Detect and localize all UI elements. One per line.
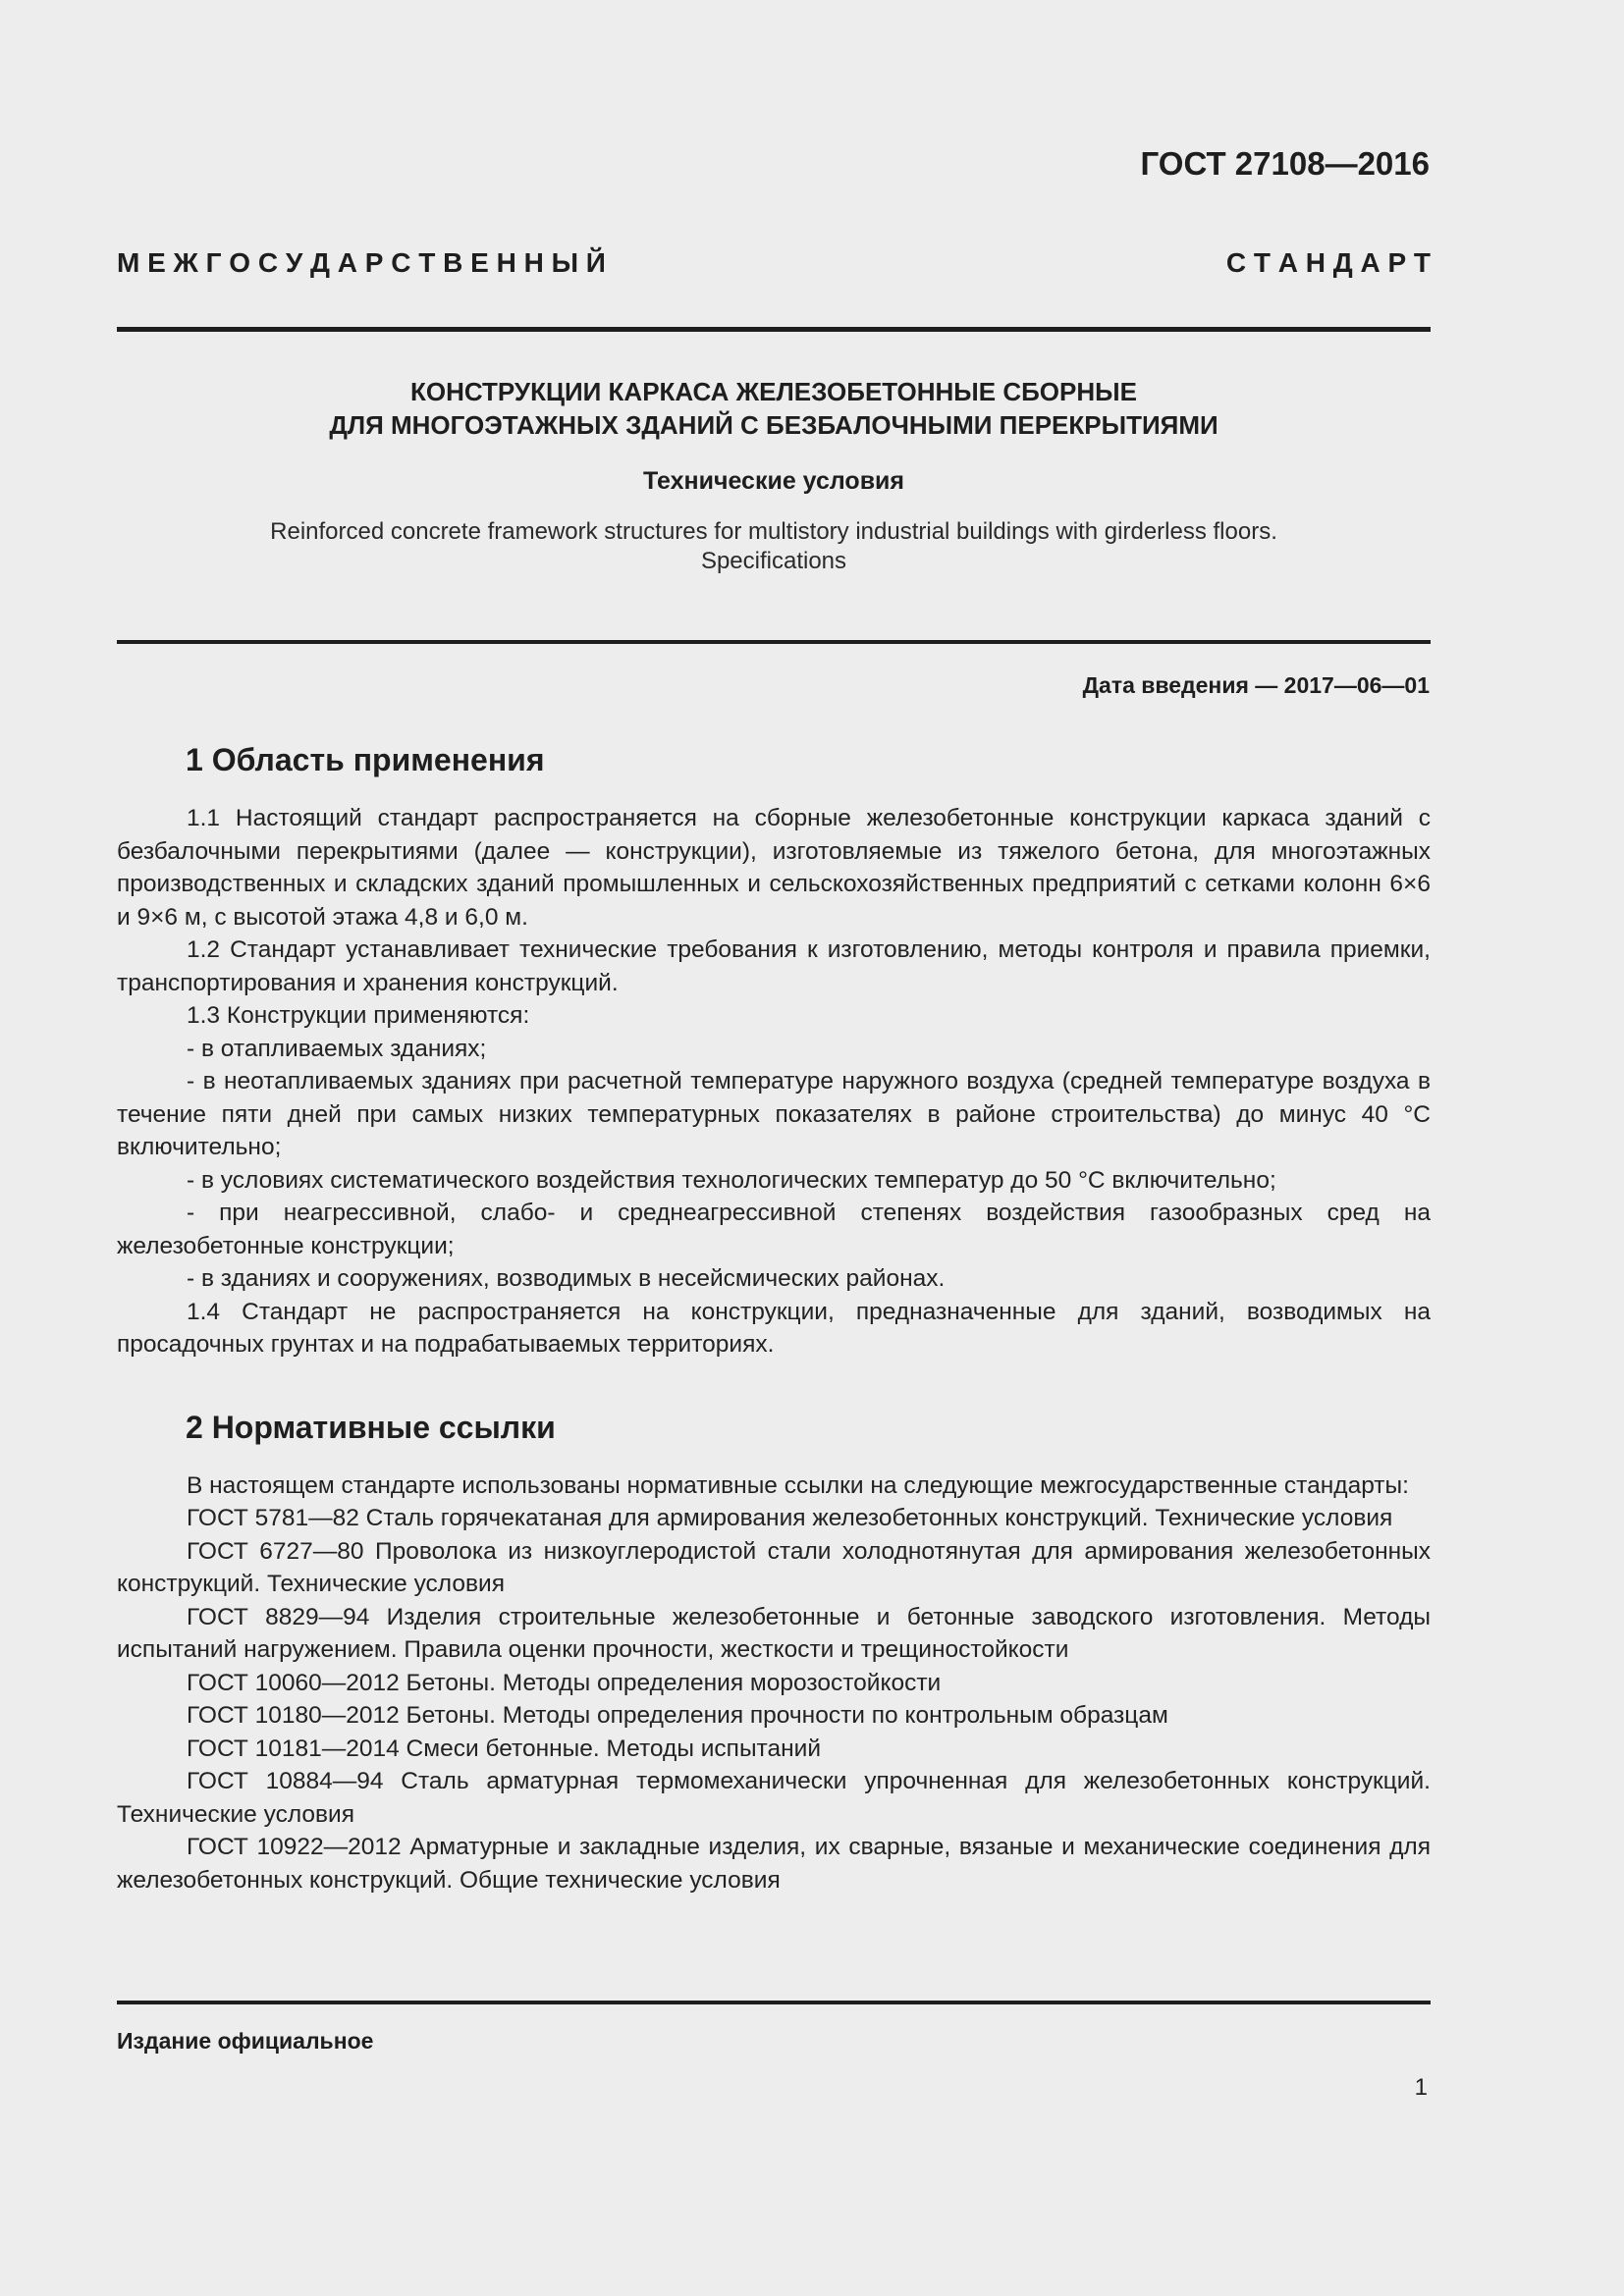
- title-block: [117, 375, 1431, 576]
- title-line-1: КОНСТРУКЦИИ КАРКАСА ЖЕЛЕЗОБЕТОННЫЕ СБОРНЫЕ: [410, 377, 1137, 406]
- official-edition-label: Издание официальное: [117, 2028, 374, 2054]
- list-item: - в неотапливаемых зданиях при расчетной температуре наружного воздуха (средней температуре воздуха в течение пяти дней при самых низких температурных показателях в районе строительства) до минус 40 °С включительно;: [117, 1068, 1431, 1160]
- reference-item: ГОСТ 5781—82 Сталь горячекатаная для армирования железобетонных конструкций. Технические условия: [187, 1505, 1393, 1531]
- english-title: [117, 517, 1431, 576]
- reference-item: ГОСТ 10181—2014 Смеси бетонные. Методы испытаний: [187, 1735, 822, 1762]
- paragraph: 1.1 Настоящий стандарт распространяется на сборные железобетонные конструкции каркаса зданий с безбалочными перекрытиями (далее — конструкции), изготовляемые из тяжелого бетона, для многоэтажных производственных и складских зданий промышленных и сельскохозяйственных предприятий с сетками колонн 6×6 и 9×6 м, с высотой этажа 4,8 и 6,0 м.: [117, 805, 1431, 931]
- paragraph: В настоящем стандарте использованы нормативные ссылки на следующие межгосударственные стандарты:: [187, 1471, 1409, 1499]
- document-subtitle: Технические условия: [642, 467, 905, 495]
- page-number: 1: [1414, 2074, 1428, 2101]
- reference-item: ГОСТ 10884—94 Сталь арматурная термомеханически упрочненная для железобетонных конструкций. Технические условия: [117, 1768, 1431, 1828]
- top-divider: [117, 327, 1431, 332]
- english-title-line-2: Specifications: [700, 548, 847, 574]
- reference-item: ГОСТ 6727—80 Проволока из низкоуглеродистой стали холоднотянутая для армирования железобетонных конструкций. Технические условия: [117, 1537, 1431, 1597]
- reference-item: ГОСТ 10922—2012 Арматурные и закладные изделия, их сварные, вязаные и механические соединения для железобетонных конструкций. Общие технические условия: [117, 1834, 1431, 1894]
- english-title-line-1: Reinforced concrete framework structures for multistory industrial buildings with girderless floors.: [270, 518, 1277, 545]
- paragraph: 1.2 Стандарт устанавливает технические требования к изготовлению, методы контроля и правила приемки, транспортирования и хранения конструкций.: [117, 936, 1431, 996]
- section-heading: 1 Область применения: [186, 742, 545, 777]
- standard-type-word-2: С Т А Н Д А Р Т: [1225, 247, 1431, 278]
- reference-item: ГОСТ 10180—2012 Бетоны. Методы определения прочности по контрольным образцам: [187, 1702, 1168, 1729]
- paragraph: 1.4 Стандарт не распространяется на конструкции, предназначенные для зданий, возводимых на просадочных грунтах и на подрабатываемых территориях.: [117, 1298, 1431, 1358]
- list-item: - в зданиях и сооружениях, возводимых в несейсмических районах.: [187, 1265, 946, 1292]
- title-line-2: ДЛЯ МНОГОЭТАЖНЫХ ЗДАНИЙ С БЕЗБАЛОЧНЫМИ ПЕРЕКРЫТИЯМИ: [329, 410, 1218, 440]
- list-item: - в отапливаемых зданиях;: [187, 1035, 487, 1062]
- standard-type-heading: [117, 247, 1431, 279]
- list-item: - в условиях систематического воздействия технологических температур до 50 °С включительно;: [187, 1166, 1276, 1194]
- list-item: - при неагрессивной, слабо- и среднеагрессивной степенях воздействия газообразных сред на железобетонные конструкции;: [117, 1200, 1431, 1259]
- reference-item: ГОСТ 10060—2012 Бетоны. Методы определения морозостойкости: [187, 1669, 942, 1696]
- document-body: [117, 740, 1431, 1896]
- footer-divider: [117, 2001, 1431, 2004]
- title-divider: [117, 640, 1431, 644]
- introduction-date: Дата введения — 2017—06—01: [1082, 672, 1430, 698]
- standard-type-word-1: М Е Ж Г О С У Д А Р С Т В Е Н Н Ы Й: [117, 247, 606, 278]
- paragraph: 1.3 Конструкции применяются:: [187, 1002, 530, 1029]
- reference-item: ГОСТ 8829—94 Изделия строительные железобетонные и бетонные заводского изготовления. Методы испытаний нагружением. Правила оценки прочности, жесткости и трещиностойкости: [117, 1603, 1431, 1663]
- section-heading: 2 Нормативные ссылки: [186, 1409, 556, 1445]
- gost-number: ГОСТ 27108—2016: [1140, 145, 1430, 182]
